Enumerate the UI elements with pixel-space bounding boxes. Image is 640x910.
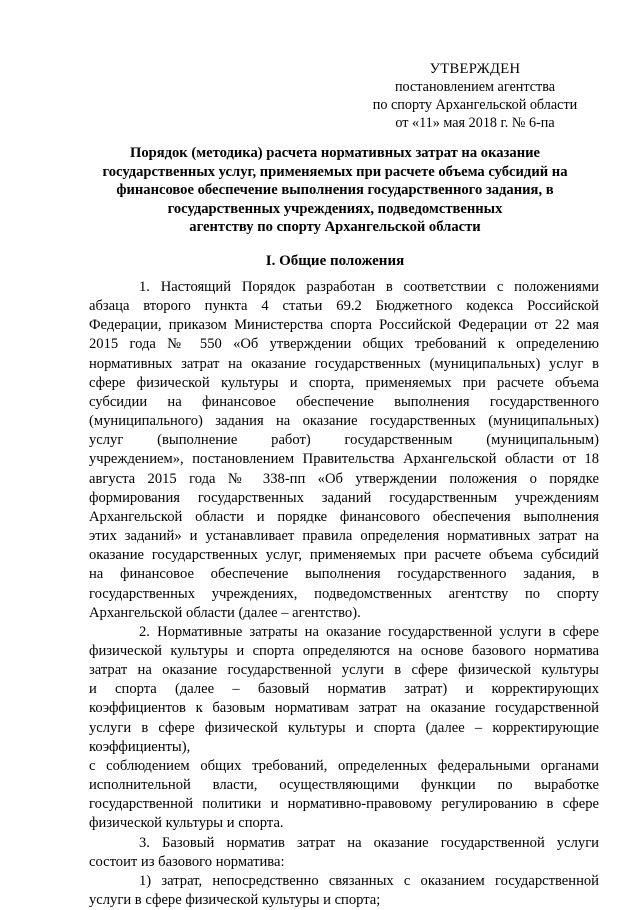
paragraph-line: на финансовое обеспечение выполнения государственного задания, в xyxy=(89,566,599,583)
approval-line: постановлением агентства xyxy=(394,79,556,95)
paragraph-4 xyxy=(89,872,599,910)
section-heading: I. Общие положения xyxy=(265,253,405,269)
paragraph-line: 3. Базовый норматив затрат на оказание государственной услуги xyxy=(139,834,599,851)
approval-heading: УТВЕРЖДЕН xyxy=(429,61,521,77)
approval-line: по спорту Архангельской области xyxy=(372,97,578,113)
document-title xyxy=(80,144,590,237)
paragraph-line: нормативных затрат на оказание государственных (муниципальных) услуг в xyxy=(89,355,599,372)
paragraph-line: государственной политики и нормативно-правовому регулированию в сфере xyxy=(89,796,599,813)
paragraph-line: Федерации, приказом Министерства спорта Российской Федерации от 22 мая xyxy=(89,317,599,334)
paragraph-line: формирования государственных заданий государственным учреждениям xyxy=(89,489,599,506)
paragraph-line: коэффициенты), xyxy=(89,738,191,755)
paragraph-line: затрат на оказание государственной услуги в сфере физической культуры xyxy=(89,662,599,679)
paragraph-line: 1) затрат, непосредственно связанных с оказанием государственной xyxy=(139,872,599,889)
paragraph-line: с соблюдением общих требований, определенных федеральными органами xyxy=(89,757,599,774)
paragraph-line: 2. Нормативные затраты на оказание государственной услуги в сфере xyxy=(139,623,599,640)
paragraph-line: услуги в сфере физической культуры и спорта; xyxy=(89,892,381,908)
paragraph-line: этих заданий» и устанавливает правила определения нормативных затрат на xyxy=(89,528,599,545)
paragraph-1 xyxy=(89,278,599,623)
paragraph-line: Архангельской области (далее – агентство). xyxy=(89,604,361,621)
paragraph-line: исполнительной власти, осуществляющими функции по выработке xyxy=(89,777,599,794)
paragraph-line: учреждением», постановлением Правительства Архангельской области от 18 xyxy=(89,451,599,468)
paragraph-3 xyxy=(89,834,599,872)
paragraph-line: физической культуры и спорта определяются на основе базового норматива xyxy=(89,642,599,659)
paragraph-line: физической культуры и спорта. xyxy=(89,815,284,832)
paragraph-line: сфере физической культуры и спорта, применяемых при расчете объема xyxy=(89,374,599,391)
title-line: Порядок (методика) расчета нормативных затрат на оказание xyxy=(129,145,541,161)
paragraph-line: оказание государственных услуг, применяемых при расчете объема субсидий xyxy=(89,547,599,564)
paragraph-line: услуг (выполнение работ) государственным (муниципальным) xyxy=(89,432,599,449)
title-line: государственных услуг, применяемых при расчете объема субсидий на xyxy=(102,163,568,180)
approval-date: от «11» мая 2018 г. № 6-па xyxy=(395,115,555,131)
paragraph-line: абзаца второго пункта 4 статьи 69.2 Бюджетного кодекса Российской xyxy=(89,298,599,315)
paragraph-line: 1. Настоящий Порядок разработан в соответствии с положениями xyxy=(139,279,599,295)
paragraph-2-continued xyxy=(89,757,599,834)
paragraph-line: государственных учреждениях, подведомственных агентству по спорту xyxy=(89,585,599,602)
paragraph-line: субсидии на финансовое обеспечение выполнения государственного xyxy=(89,393,599,410)
paragraph-line: Архангельской области и порядке финансового обеспечения выполнения xyxy=(89,508,599,525)
paragraph-line: и спорта (далее – базовый норматив затрат) и корректирующих xyxy=(89,681,599,698)
paragraph-2 xyxy=(89,623,599,757)
paragraph-line: коэффициентов к базовым нормативам затрат на оказание государственной xyxy=(89,700,599,717)
title-line: агентству по спорту Архангельской области xyxy=(189,219,481,235)
paragraph-line: (муниципального) задания на оказание государственных (муниципальных) xyxy=(89,413,599,430)
document-body xyxy=(89,278,599,910)
paragraph-line: 2015 года № 550 «Об утверждении общих требований к определению xyxy=(89,336,599,353)
title-line: финансовое обеспечение выполнения государственного задания, в xyxy=(116,182,554,198)
paragraph-line: услуги в сфере физической культуры и спорта (далее – корректирующие xyxy=(89,719,599,736)
approval-stamp xyxy=(340,60,610,132)
paragraph-line: августа 2015 года № 338-пп «Об утверждении положения о порядке xyxy=(89,470,599,487)
paragraph-line: состоит из базового норматива: xyxy=(89,853,285,870)
title-line: государственных учреждениях, подведомственных xyxy=(167,200,503,217)
